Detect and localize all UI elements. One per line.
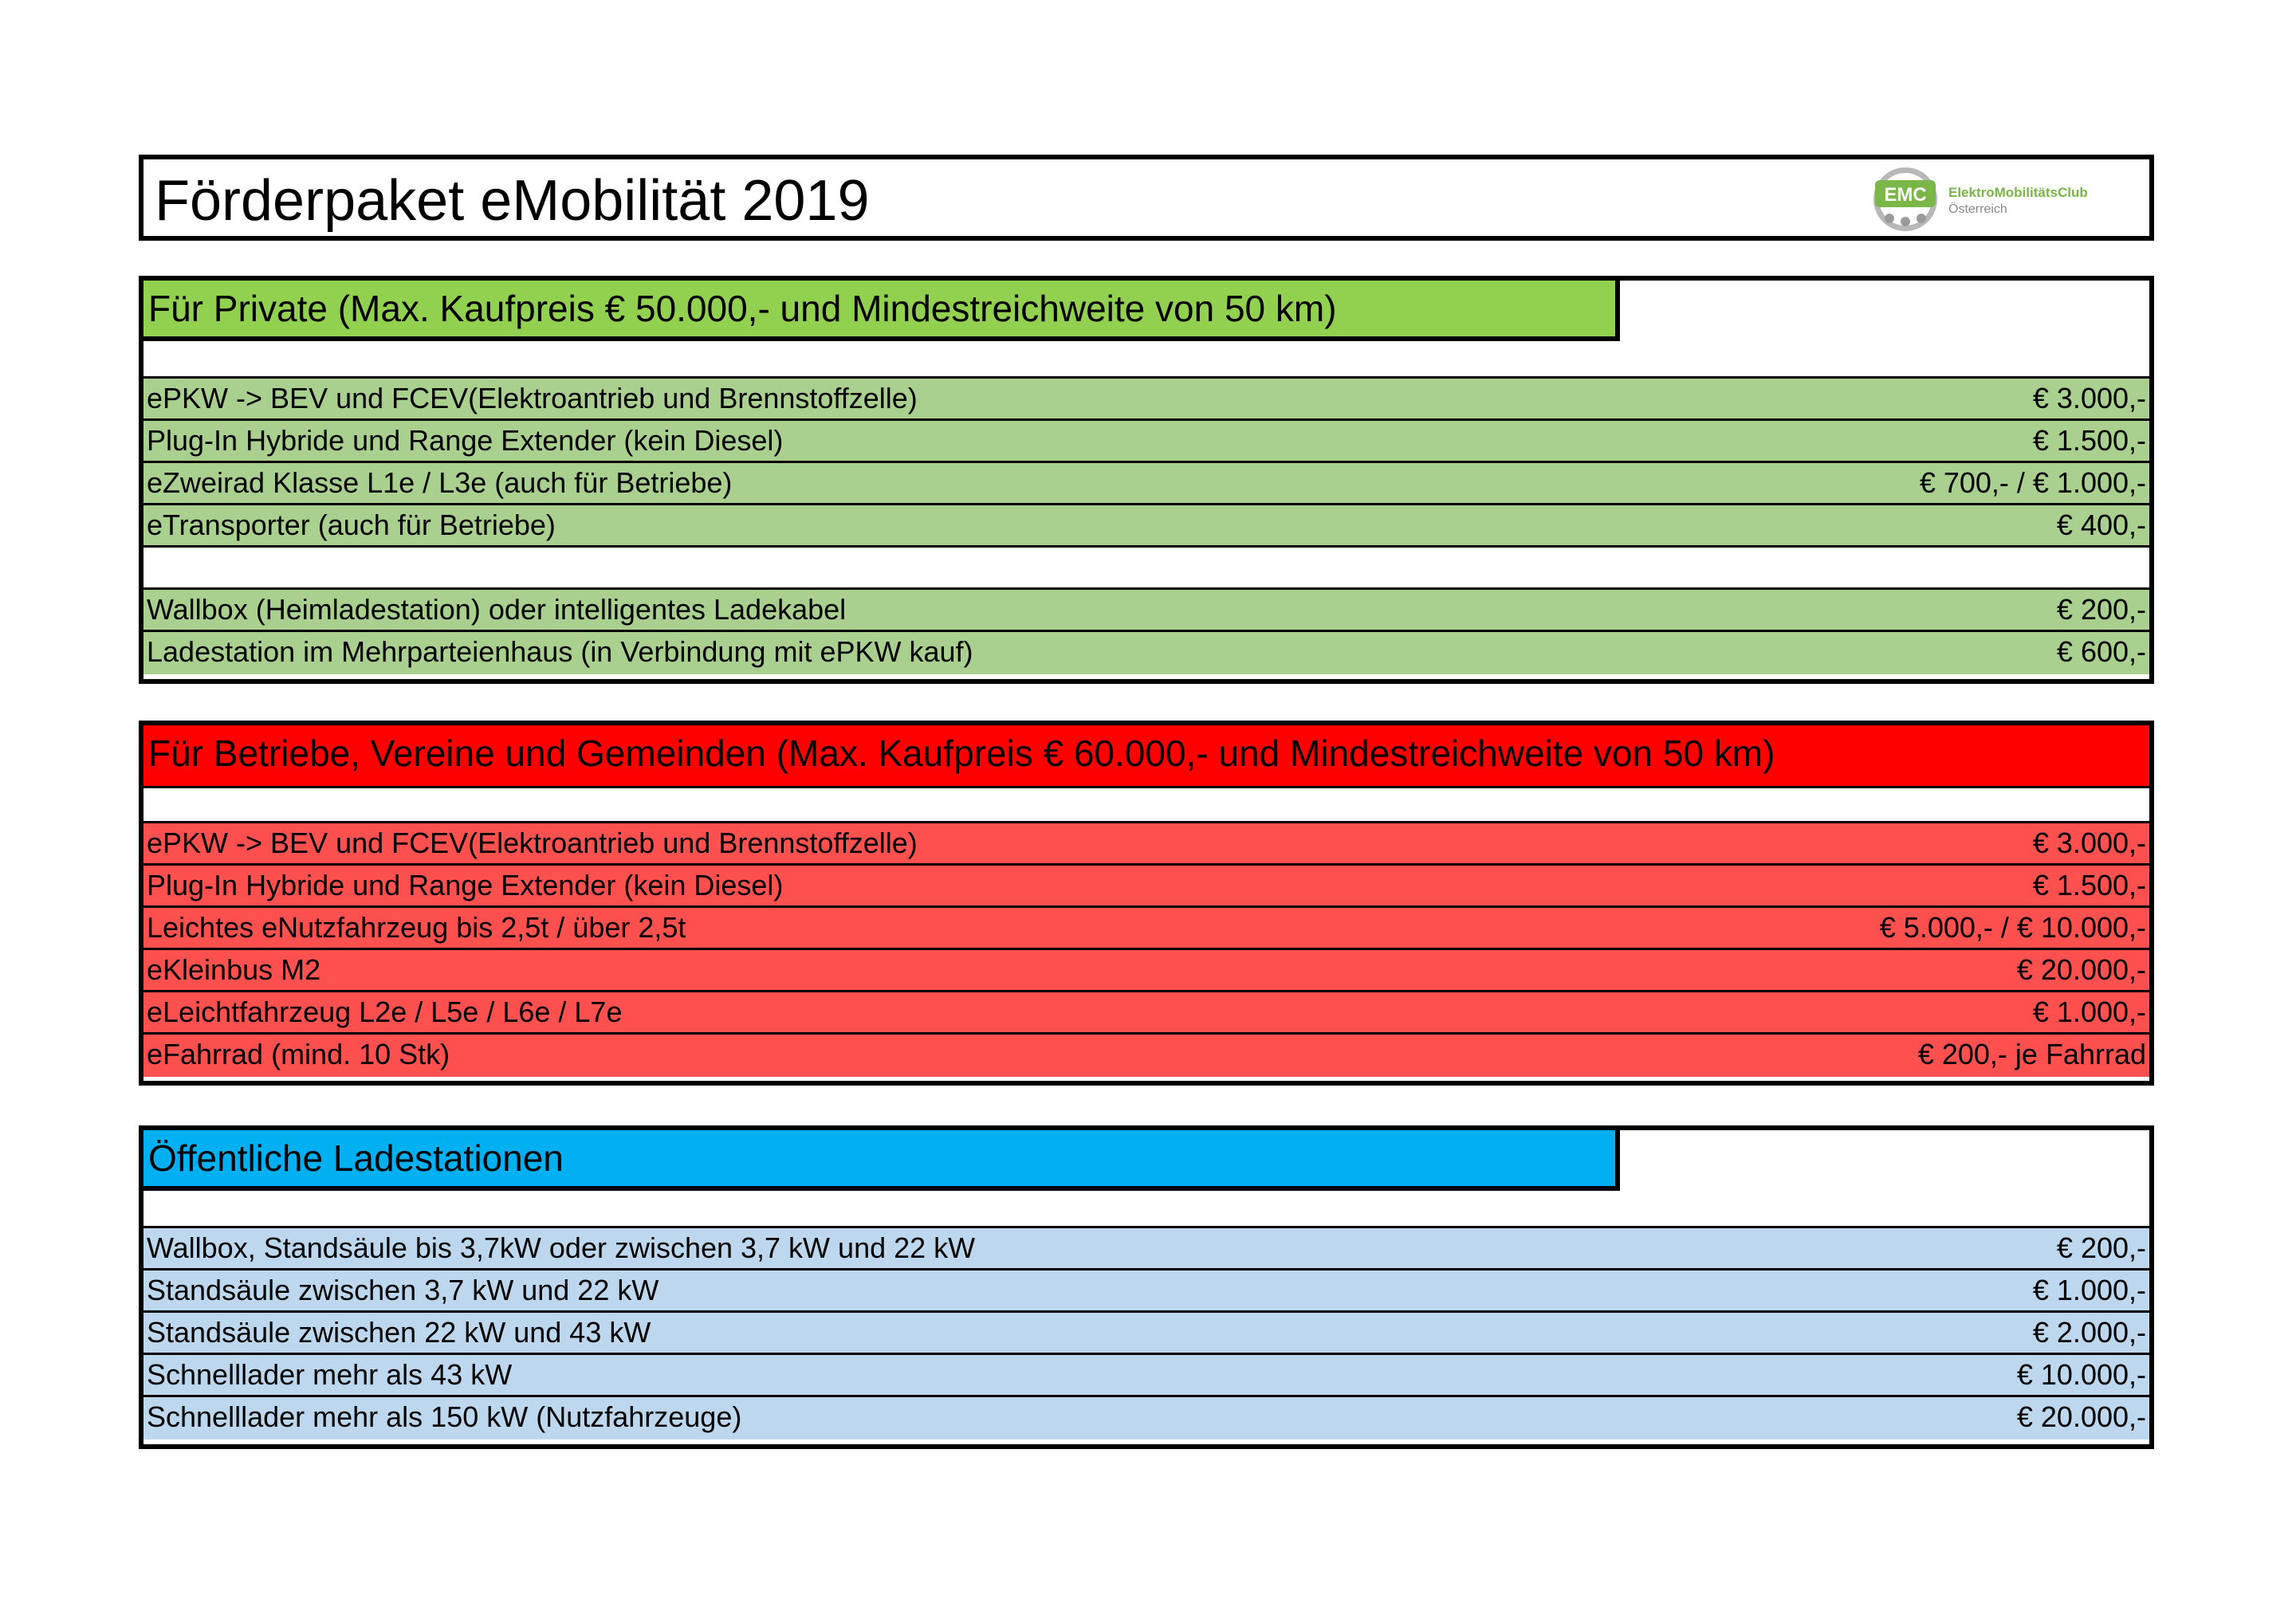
row-value: € 600,- [2056, 635, 2146, 668]
table-row [144, 505, 2149, 548]
row-value: € 400,- [2056, 509, 2146, 541]
row-label: Standsäule zwischen 22 kW und 43 kW [147, 1316, 651, 1349]
row-value: € 20.000,- [2016, 953, 2146, 986]
row-label: eZweirad Klasse L1e / L3e (auch für Betriebe) [147, 466, 733, 499]
row-value: € 20.000,- [2016, 1400, 2146, 1433]
table-row [144, 1035, 2149, 1077]
logo-line1: ElektroMobilitätsClub [1948, 185, 2088, 200]
table-row [144, 1397, 2149, 1439]
table-row [144, 590, 2149, 632]
row-value: € 1.000,- [2032, 1274, 2146, 1306]
spacer-row [144, 341, 2149, 379]
row-value: € 5.000,- / € 10.000,- [1879, 911, 2146, 944]
section-public [139, 1125, 2154, 1449]
row-label: eTransporter (auch für Betriebe) [147, 509, 556, 541]
row-label: ePKW -> BEV und FCEV(Elektroantrieb und Brennstoffzelle) [147, 827, 918, 859]
title-box [139, 155, 2154, 241]
row-value: € 2.000,- [2032, 1316, 2146, 1349]
row-value: € 200,- [2056, 1231, 2146, 1264]
emc-logo [1872, 166, 2143, 233]
table-row [144, 632, 2149, 674]
table-row [144, 1271, 2149, 1313]
logo-line2: Österreich [1948, 202, 2007, 216]
section-private [139, 276, 2154, 684]
table-row [144, 823, 2149, 866]
row-label: eLeichtfahrzeug L2e / L5e / L6e / L7e [147, 996, 623, 1028]
spacer-row [144, 786, 2149, 823]
emc-logo-icon [1872, 166, 1939, 233]
table-row [144, 1355, 2149, 1397]
section-business-heading: Für Betriebe, Vereine und Gemeinden (Max. Kaufpreis € 60.000,- und Mindestreichweite von 50 km) [144, 725, 2149, 786]
row-value: € 200,- [2056, 593, 2146, 626]
row-label: Plug-In Hybride und Range Extender (kein Diesel) [147, 869, 784, 901]
row-label: Ladestation im Mehrparteienhaus (in Verbindung mit ePKW kauf) [147, 635, 973, 668]
table-row [144, 463, 2149, 505]
table-row [144, 1228, 2149, 1271]
logo-badge: EMC [1884, 184, 1927, 206]
row-label: eFahrrad (mind. 10 Stk) [147, 1038, 450, 1070]
row-label: ePKW -> BEV und FCEV(Elektroantrieb und Brennstoffzelle) [147, 382, 918, 414]
row-label: Plug-In Hybride und Range Extender (kein Diesel) [147, 424, 784, 457]
row-value: € 700,- / € 1.000,- [1919, 466, 2146, 499]
row-label: Schnelllader mehr als 43 kW [147, 1358, 513, 1391]
row-label: Wallbox (Heimladestation) oder intelligentes Ladekabel [147, 593, 847, 626]
table-row [144, 1313, 2149, 1355]
row-value: € 1.500,- [2032, 424, 2146, 457]
row-value: € 200,- je Fahrrad [1917, 1038, 2146, 1070]
table-row [144, 421, 2149, 463]
table-row [144, 866, 2149, 908]
row-value: € 1.000,- [2032, 996, 2146, 1028]
row-label: eKleinbus M2 [147, 953, 321, 986]
spacer-row [144, 548, 2149, 590]
row-value: € 3.000,- [2032, 382, 2146, 414]
row-label: Standsäule zwischen 3,7 kW und 22 kW [147, 1274, 659, 1306]
row-label: Schnelllader mehr als 150 kW (Nutzfahrzeuge) [147, 1400, 742, 1433]
row-value: € 3.000,- [2032, 827, 2146, 859]
section-business [139, 721, 2154, 1086]
spacer-row [144, 1191, 2149, 1228]
row-value: € 10.000,- [2016, 1358, 2146, 1391]
page-title: Förderpaket eMobilität 2019 [155, 169, 870, 233]
row-value: € 1.500,- [2032, 869, 2146, 901]
table-row [144, 992, 2149, 1035]
section-public-heading: Öffentliche Ladestationen [144, 1130, 1620, 1191]
row-label: Leichtes eNutzfahrzeug bis 2,5t / über 2,5t [147, 911, 686, 944]
table-row [144, 908, 2149, 950]
section-private-heading: Für Private (Max. Kaufpreis € 50.000,- und Mindestreichweite von 50 km) [144, 281, 1620, 341]
table-row [144, 950, 2149, 992]
row-label: Wallbox, Standsäule bis 3,7kW oder zwischen 3,7 kW und 22 kW [147, 1231, 976, 1264]
table-row [144, 379, 2149, 421]
